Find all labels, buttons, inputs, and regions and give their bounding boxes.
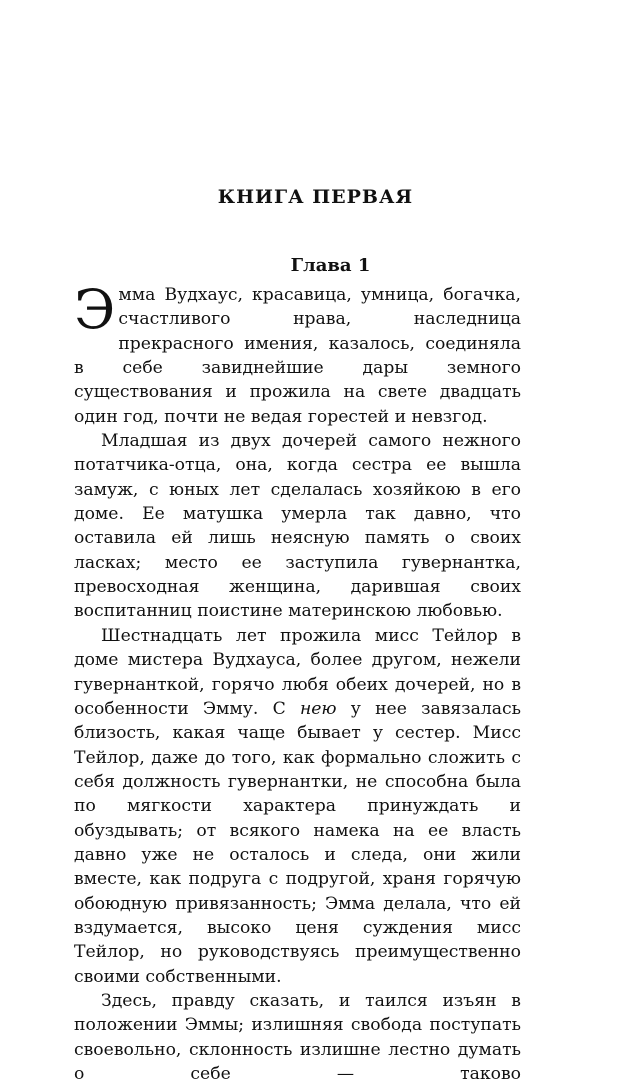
chapter-title: Глава 1 [290,255,371,276]
book-title: КНИГА ПЕРВАЯ [217,186,414,208]
paragraph-2: Младшая из двух дочерей самого нежного потатчика-отца, она, когда сестра ее вышла замуж, с юных лет сделалась хозяйкою в его доме. Ее матушка умерла так давно, что оставила ей лишь неясную память о своих ласках; место ее заступила гувернантка, превосходная женщина, дарившая своих воспитанниц поистине материнскою любовью. [74,431,521,622]
paragraph-4: Здесь, правду сказать, и таился изъян в положении Эммы; излишняя свобода поступать своевольно, склонность излишне лестно думать о себе — таково [74,990,521,1084]
paragraph-3-emphasis: нею [299,698,337,719]
chapter-body [74,278,522,1086]
paragraph-3-text-b: у нее завязалась близость, какая чаще бывает у сестер. Мисс Тейлор, даже до того, как формально сложить с себя должность гувернантки, не способна была по мягкости характера принуждать и обуздывать; от всякого намека на ее власть давно уже не осталось и следа, они жили вместе, как подруга с подругой, храня горячую обоюдную привязанность; Эмма делала, что ей вздумается, высоко ценя суждения мисс Тейлор, но руководствуясь преимущественно своими собственными. [74,698,522,987]
drop-cap: Э [74,278,116,341]
paragraph-1-text: мма Вудхаус, красавица, умница, богачка, счастливого нрава, наследница прекрасного имения, казалось, соединяла в себе завиднейшие дары земного существования и прожила на свете двадцать один год, почти не ведая горестей и невзгод. [74,285,521,427]
paragraph-3 [74,624,521,989]
paragraph-3-text-a: Шестнадцать лет прожила мисс Тейлор в доме мистера Вудхауса, более другом, нежели гувернанткой, горячо любя обеих дочерей, но в особенности Эмму. С [74,625,521,719]
paragraph-1 [74,278,521,429]
